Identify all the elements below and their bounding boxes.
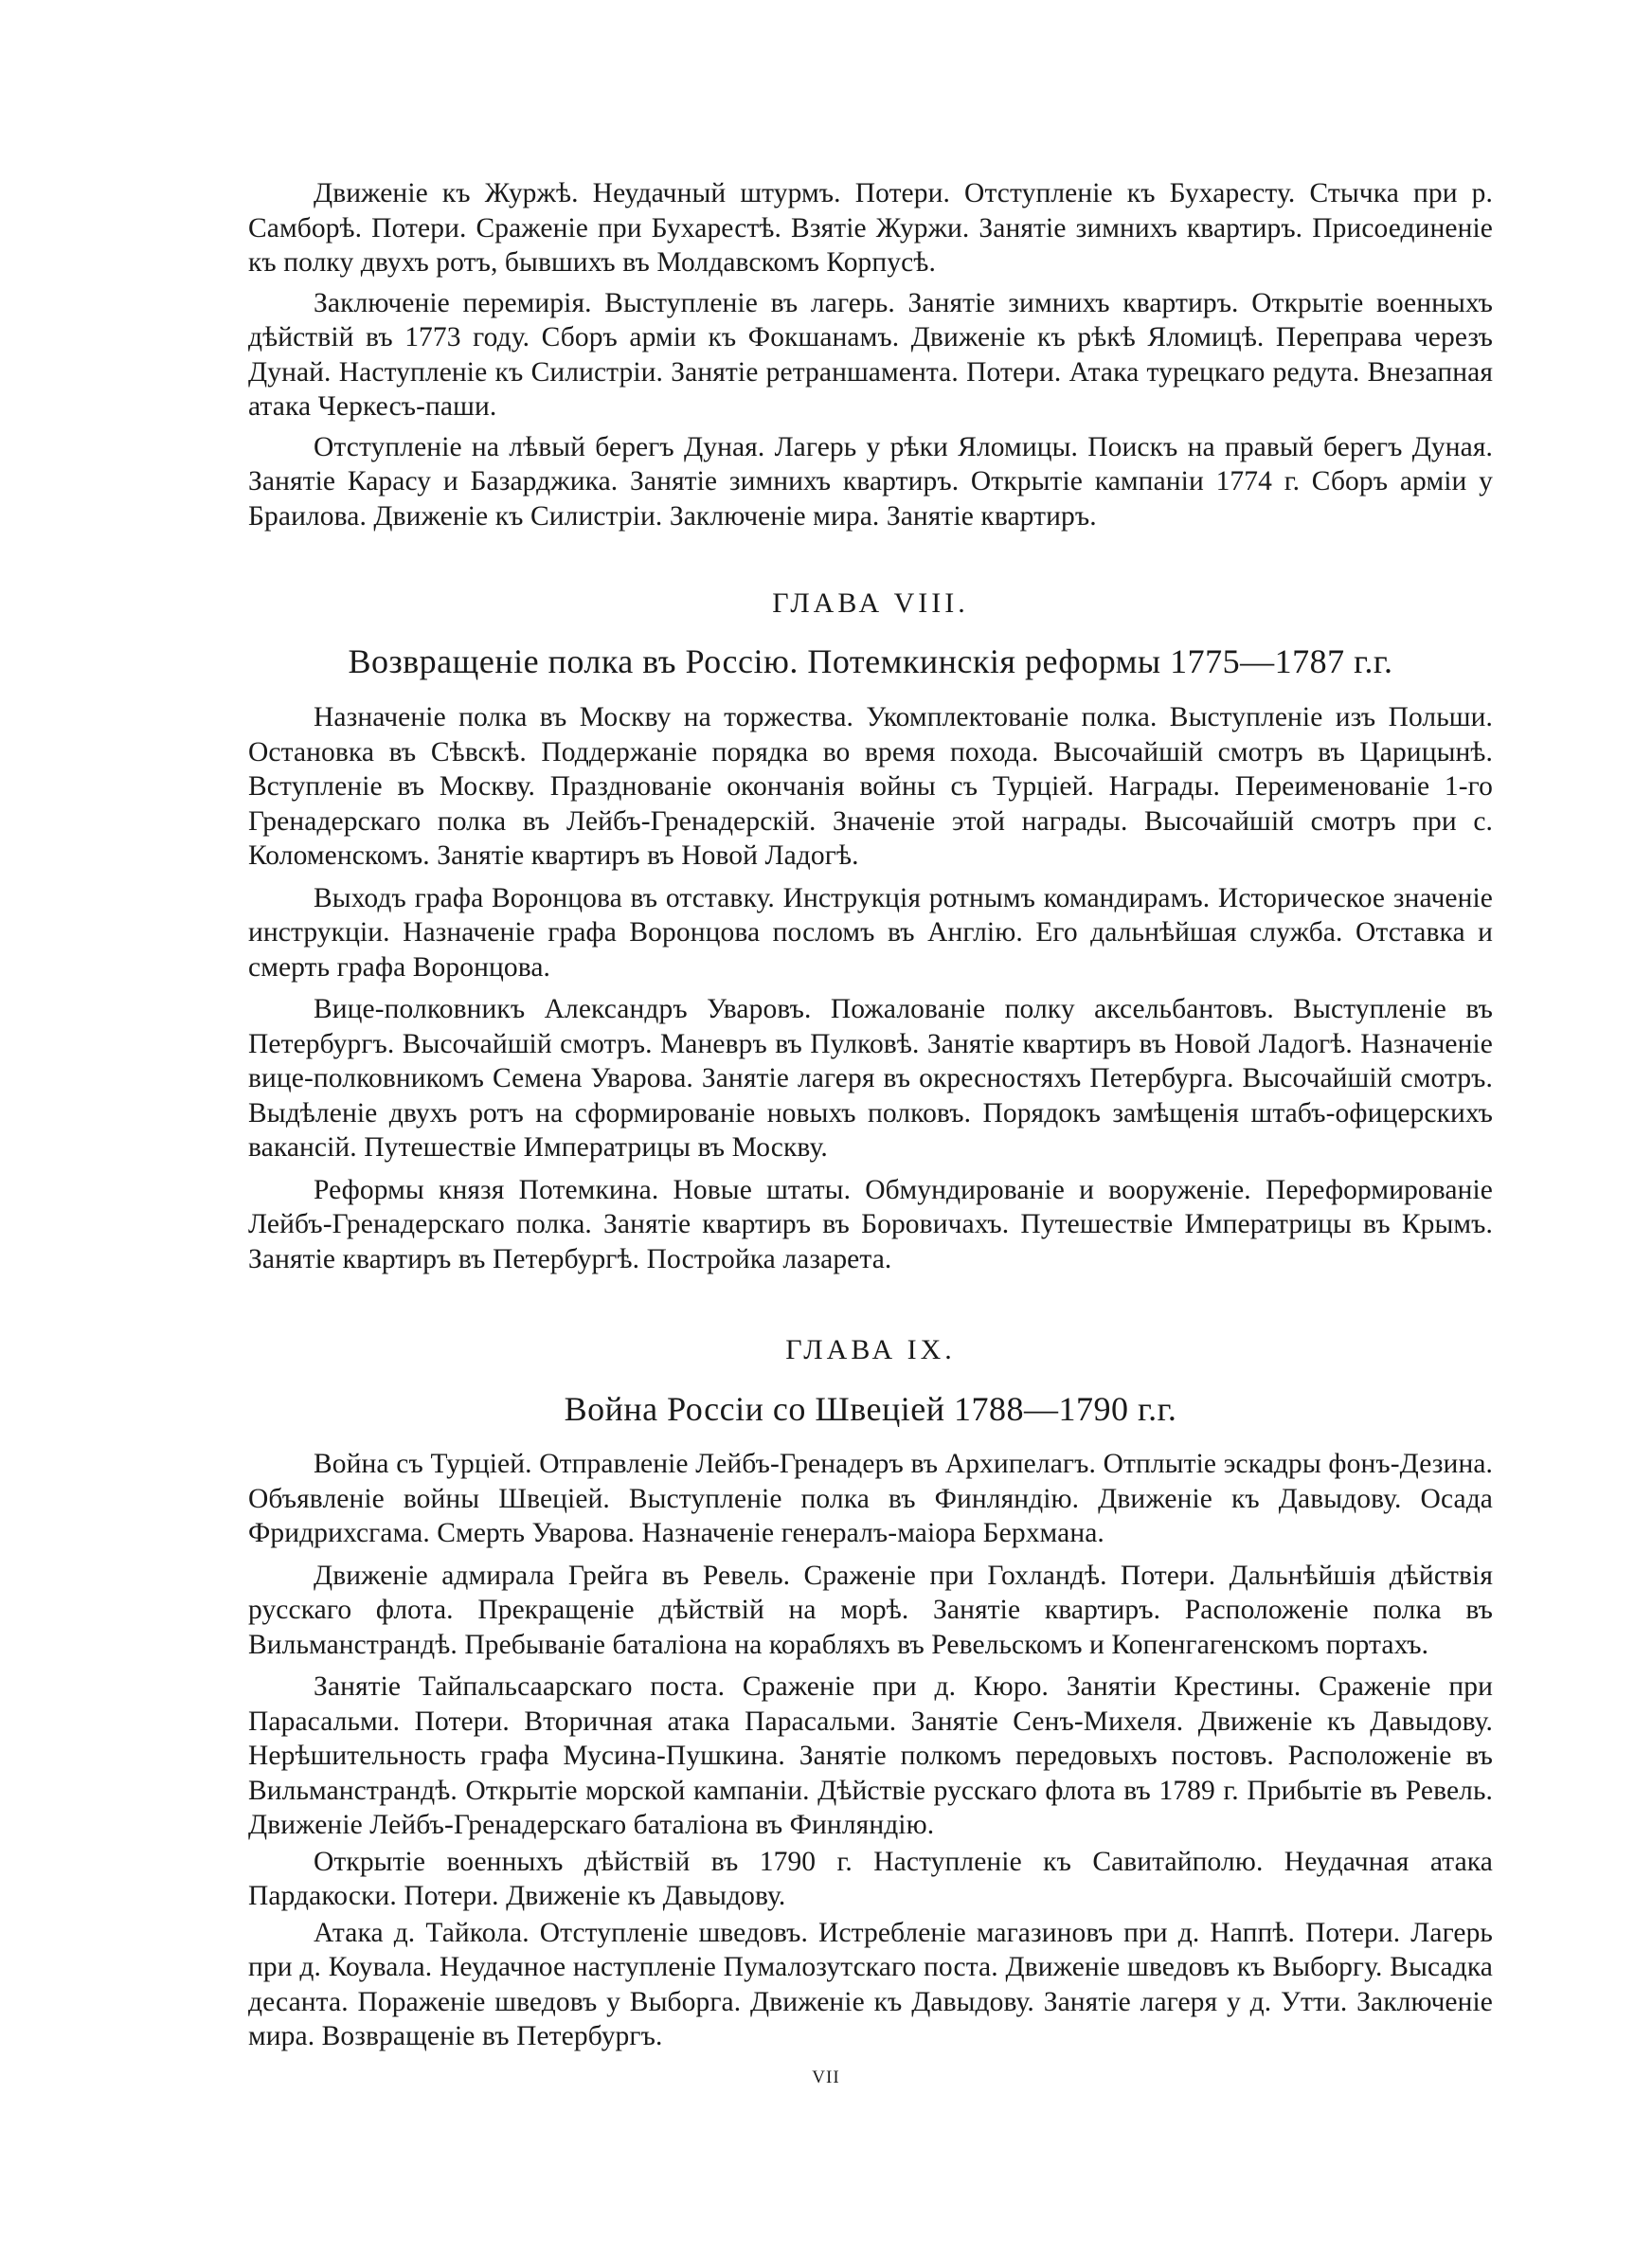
chapter-9-summary — [248, 1447, 1493, 2054]
paragraph: Вице-полковникъ Александръ Уваровъ. Пожалованіе полку аксельбантовъ. Выступленіе въ Петербургъ. Высочайшій смотръ. Маневръ въ Пулковѣ. Занятіе квартиръ въ Новой Ладогѣ. Назначеніе вице-полковникомъ Семена Уварова. Занятіе лагеря въ окресностяхъ Петербурга. Высочайшій смотръ. Выдѣленіе двухъ ротъ на сформированіе новыхъ полковъ. Порядокъ замѣщенія штабъ-офицерскихъ вакансій. Путешествіе Императрицы въ Москву. — [248, 994, 1493, 1163]
section-intro — [248, 176, 1493, 533]
paragraph: Война съ Турціей. Отправленіе Лейбъ-Гренадеръ въ Архипелагъ. Отплытіе эскадры фонъ-Дезина. Объявленіе войны Швеціей. Выступленіе полка въ Финляндію. Движеніе къ Давыдову. Осада Фридрихсгама. Смерть Уварова. Назначеніе генералъ-маіора Берхмана. — [248, 1449, 1493, 1548]
paragraph: Движеніе адмирала Грейга въ Ревель. Сраженіе при Гохландѣ. Потери. Дальнѣйшія дѣйствія русскаго флота. Прекращеніе дѣйствій на морѣ. Занятіе квартиръ. Расположеніе полка въ Вильманстрандѣ. Пребываніе баталіона на корабляхъ въ Ревельскомъ и Копенгагенскомъ портахъ. — [248, 1560, 1493, 1660]
chapter-8-title: Возвращеніе полка въ Россію. Потемкинскія реформы 1775—1787 г.г. — [348, 642, 1393, 680]
paragraph: Реформы князя Потемкина. Новые штаты. Обмундированіе и вооруженіе. Переформированіе Лейбъ-Гренадерскаго полка. Занятіе квартиръ въ Боровичахъ. Путешествіе Императрицы въ Крымъ. Занятіе квартиръ въ Петербургѣ. Постройка лазарета. — [248, 1174, 1493, 1274]
paragraph: Занятіе Тайпальсаарскаго поста. Сраженіе при д. Кюро. Занятіи Крестины. Сраженіе при Парасальми. Потери. Вторичная атака Парасальми. Занятіе Сенъ-Михеля. Движеніе къ Давыдову. Нерѣшительность графа Мусина-Пушкина. Занятіе полкомъ передовыхъ постовъ. Расположеніе въ Вильманстрандѣ. Открытіе морской кампаніи. Дѣйствіе русскаго флота въ 1789 г. Прибытіе въ Ревель. Движеніе Лейбъ-Гренадерскаго баталіона въ Финляндію. — [248, 1671, 1493, 1840]
page-body — [248, 176, 1493, 2062]
page-number: VII — [812, 2067, 840, 2087]
paragraph: Открытіе военныхъ дѣйствій въ 1790 г. Наступленіе къ Савитайполю. Неудачная атака Пардакоски. Потери. Движеніе къ Давыдову. — [248, 1846, 1493, 1911]
chapter-9-number: ГЛАВА IX. — [785, 1334, 956, 1365]
chapter-8-number: ГЛАВА VIII. — [772, 587, 969, 619]
paragraph: Выходъ графа Воронцова въ отставку. Инструкція ротнымъ командирамъ. Историческое значеніе инструкціи. Назначеніе графа Воронцова посломъ въ Англію. Его дальнѣйшая служба. Отставка и смерть графа Воронцова. — [248, 882, 1493, 983]
chapter-8-summary — [248, 700, 1493, 1276]
paragraph: Отступленіе на лѣвый берегъ Дуная. Лагерь у рѣки Яломицы. Поискъ на правый берегъ Дуная. Занятіе Карасу и Базарджика. Занятіе зимнихъ квартиръ. Открытіе кампаніи 1774 г. Сборъ арміи у Браилова. Движеніе къ Силистріи. Заключеніе мира. Занятіе квартиръ. — [248, 431, 1493, 532]
paragraph: Движеніе къ Журжѣ. Неудачный штурмъ. Потери. Отступленіе къ Бухаресту. Стычка при р. Самборѣ. Потери. Сраженіе при Бухарестѣ. Взятіе Журжи. Занятіе зимнихъ квартиръ. Присоединеніе къ полку двухъ ротъ, бывшихъ въ Молдавскомъ Корпусѣ. — [248, 178, 1493, 278]
paragraph: Заключеніе перемирія. Выступленіе въ лагерь. Занятіе зимнихъ квартиръ. Открытіе военныхъ дѣйствій въ 1773 году. Сборъ арміи къ Фокшанамъ. Движеніе къ рѣкѣ Яломицѣ. Переправа черезъ Дунай. Наступленіе къ Силистріи. Занятіе ретраншамента. Потери. Атака турецкаго редута. Внезапная атака Черкесъ-паши. — [248, 287, 1493, 422]
chapter-9-title: Война Россіи со Швеціей 1788—1790 г.г. — [564, 1390, 1177, 1428]
paragraph: Назначеніе полка въ Москву на торжества. Укомплектованіе полка. Выступленіе изъ Польши. Остановка въ Сѣвскѣ. Поддержаніе порядка во время похода. Высочайшій смотръ въ Царицынѣ. Вступленіе въ Москву. Празднованіе окончанія войны съ Турціей. Награды. Переименованіе 1-го Гренадерскаго полка въ Лейбъ-Гренадерскій. Значеніе этой награды. Высочайшій смотръ при с. Коломенскомъ. Занятіе квартиръ въ Новой Ладогѣ. — [248, 702, 1493, 871]
paragraph: Атака д. Тайкола. Отступленіе шведовъ. Истребленіе магазиновъ при д. Наппѣ. Потери. Лагерь при д. Коувала. Неудачное наступленіе Пумалозутскаго поста. Движеніе шведовъ къ Выборгу. Высадка десанта. Пораженіе шведовъ у Выборга. Движеніе къ Давыдову. Занятіе лагеря у д. Утти. Заключеніе мира. Возвращеніе въ Петербургъ. — [248, 1917, 1493, 2051]
